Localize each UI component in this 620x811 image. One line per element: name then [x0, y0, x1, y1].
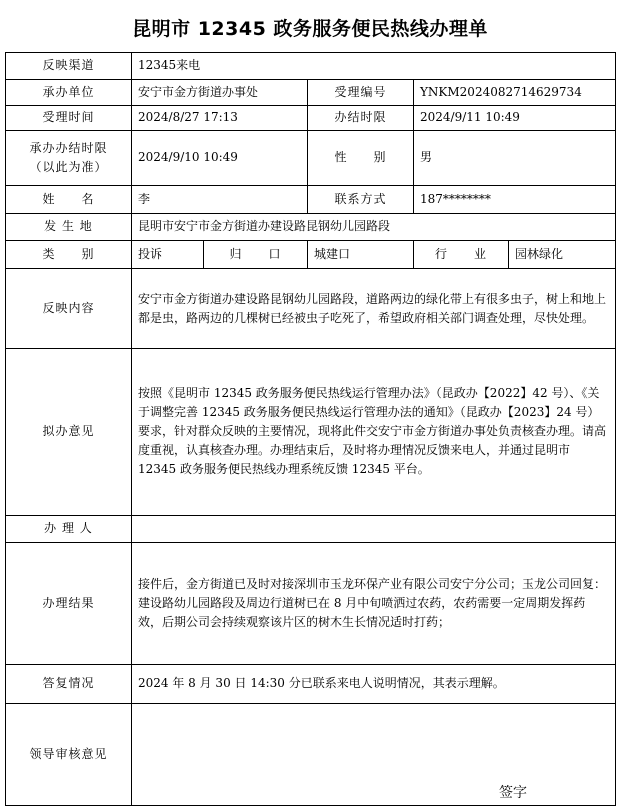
undertake-deadline-value: 2024/9/10 10:49	[132, 130, 308, 185]
row-handler	[6, 516, 616, 543]
content-label: 反映内容	[6, 269, 132, 349]
serial-label: 受理编号	[308, 79, 414, 106]
content-value: 安宁市金方街道办建设路昆钢幼儿园路段，道路两边的绿化带上有很多虫子，树上和地上都是虫，路两边的几棵树已经被虫子吃死了，希望政府相关部门调查处理，尽快处理。	[132, 269, 616, 349]
deadline-value: 2024/9/11 10:49	[414, 106, 616, 130]
contact-label: 联系方式	[308, 185, 414, 214]
reply-label: 答复情况	[6, 665, 132, 704]
location-label: 发 生 地	[6, 214, 132, 241]
undertake-deadline-label	[6, 130, 132, 185]
document-title: 昆明市 12345 政务服务便民热线办理单	[132, 18, 488, 40]
location-value: 昆明市安宁市金方街道办建设路昆钢幼儿园路段	[132, 214, 616, 241]
gender-label: 性 别	[308, 130, 414, 185]
return-label: 归 口	[204, 240, 308, 269]
name-label: 姓 名	[6, 185, 132, 214]
row-undertake	[6, 130, 616, 185]
channel-value: 12345来电	[132, 53, 616, 80]
reply-value: 2024 年 8 月 30 日 14:30 分已联系来电人说明情况，其表示理解。	[132, 665, 616, 704]
row-leader	[6, 703, 616, 805]
result-label: 办理结果	[6, 542, 132, 664]
opinion-value: 按照《昆明市 12345 政务服务便民热线运行管理办法》（昆政办【2022】42 号）、《关于调整完善 12345 政务服务便民热线运行管理办法的通知》（昆政办【2023】24 号）要求，针对群众反映的主要情况，现将此件交安宁市金方街道办事处负责核查办理。请高度重视，认真核查办理。办理结束后，及时将办理情况反馈来电人，并通过昆明市 12345 政务服务便民热线办理系统反馈 12345 平台。	[132, 348, 616, 515]
channel-label: 反映渠道	[6, 53, 132, 80]
handler-label: 办 理 人	[6, 516, 132, 543]
undertake-deadline-note: （以此为准）	[29, 159, 108, 174]
leader-label: 领导审核意见	[6, 703, 132, 805]
row-opinion	[6, 348, 616, 515]
row-time	[6, 106, 616, 130]
industry-value: 园林绿化	[509, 240, 616, 269]
work-order-table	[5, 52, 616, 806]
serial-value: YNKM2024082714629734	[414, 79, 616, 106]
return-value: 城建口	[308, 240, 414, 269]
unit-label: 承办单位	[6, 79, 132, 106]
accept-time-label: 受理时间	[6, 106, 132, 130]
deadline-label: 办结时限	[308, 106, 414, 130]
row-channel	[6, 53, 616, 80]
handler-value	[132, 516, 616, 543]
contact-value: 187********	[414, 185, 616, 214]
sign-label: 签字	[499, 785, 528, 801]
row-result	[6, 542, 616, 664]
name-value: 李	[132, 185, 308, 214]
accept-time-value: 2024/8/27 17:13	[132, 106, 308, 130]
undertake-deadline-title: 承办办结时限	[29, 140, 108, 155]
row-name	[6, 185, 616, 214]
row-content	[6, 269, 616, 349]
result-value: 接件后，金方街道已及时对接深圳市玉龙环保产业有限公司安宁分公司；玉龙公司回复：建设路幼儿园路段及周边行道树已在 8 月中旬喷洒过农药，农药需要一定周期发挥药效，后期公司会持续观察该片区的树木生长情况适时打药；	[132, 542, 616, 664]
gender-value: 男	[414, 130, 616, 185]
category-value: 投诉	[132, 240, 204, 269]
row-category	[6, 240, 616, 269]
row-unit	[6, 79, 616, 106]
industry-label: 行 业	[414, 240, 509, 269]
leader-value	[132, 703, 616, 805]
category-label: 类 别	[6, 240, 132, 269]
leader-sign-area	[132, 704, 615, 805]
opinion-label: 拟办意见	[6, 348, 132, 515]
row-reply	[6, 665, 616, 704]
row-location	[6, 214, 616, 241]
unit-value: 安宁市金方街道办事处	[132, 79, 308, 106]
